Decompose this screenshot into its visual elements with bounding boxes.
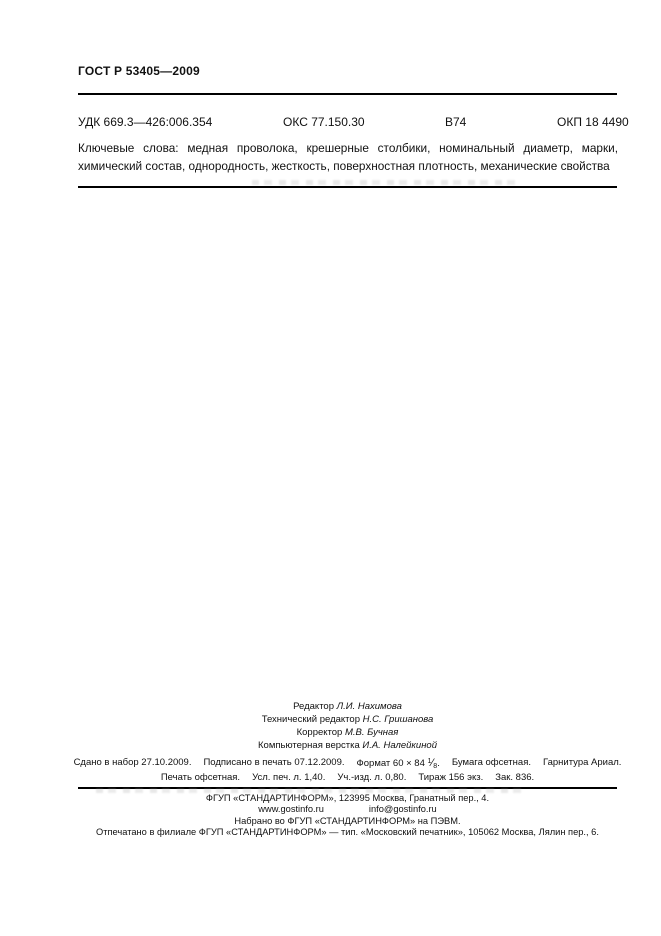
publisher-printed-note: Отпечатано в филиале ФГУП «СТАНДАРТИНФОРМ» — тип. «Московский печатник», 105062 Москва, Лялин пер., 6. [96, 826, 599, 837]
horizontal-rule-top [78, 93, 617, 95]
okp-code: ОКП 18 4490 [557, 115, 629, 129]
print-show-through-artifact [252, 180, 520, 185]
fraction-one-eighth: $^1⁄_8$ [427, 757, 438, 770]
publisher-sheets: Уч.-изд. л. 0,80. [337, 772, 407, 783]
staff-name: И.А. Налейкиной [362, 740, 437, 751]
typeset-date: Сдано в набор 27.10.2009. [73, 757, 192, 768]
staff-line-corrector [78, 726, 617, 739]
staff-line-layout [78, 739, 617, 752]
udk-code: УДК 669.3—426:006.354 [78, 115, 213, 129]
publisher-block [78, 793, 617, 838]
staff-credits-block [78, 700, 617, 752]
staff-name: М.В. Бучная [344, 727, 399, 738]
oks-code: ОКС 77.150.30 [283, 115, 365, 129]
staff-name: Н.С. Гришанова [362, 714, 434, 725]
paper-format: Формат 60 × 84 $^1⁄_8$. [356, 757, 440, 770]
typeface: Гарнитура Ариал. [542, 757, 622, 768]
bbk-code: В74 [445, 115, 467, 129]
publisher-website: www.gostinfo.ru [258, 804, 324, 815]
classification-row [0, 115, 661, 130]
publisher-email: info@gostinfo.ru [368, 804, 437, 815]
printed-sheets: Усл. печ. л. 1,40. [252, 772, 326, 783]
production-info-line-1 [61, 757, 634, 770]
horizontal-rule-middle [78, 186, 617, 188]
keywords-paragraph: Ключевые слова: медная проволока, крешерные столбики, номинальный диаметр, марки, химический состав, однородность, жесткость, поверхностная плотность, механические свойства [78, 141, 618, 173]
staff-role: Компьютерная верстка [258, 740, 360, 751]
publisher-typeset-note: Набрано во ФГУП «СТАНДАРТИНФОРМ» на ПЭВМ. [234, 815, 461, 826]
print-run: Тираж 156 экз. [418, 772, 484, 783]
staff-role: Редактор [293, 701, 335, 712]
staff-name: Л.И. Нахимова [336, 701, 402, 712]
production-info-line-2 [61, 772, 634, 783]
publisher-contacts [78, 804, 617, 815]
print-method: Печать офсетная. [160, 772, 241, 783]
print-date: Подписано в печать 07.12.2009. [203, 757, 345, 768]
staff-line-editor [78, 700, 617, 713]
doc-number: ГОСТ Р 53405—2009 [78, 64, 200, 78]
publisher-address: ФГУП «СТАНДАРТИНФОРМ», 123995 Москва, Гранатный пер., 4. [205, 793, 490, 803]
order-number: Зак. 836. [495, 772, 535, 783]
staff-line-technical-editor [78, 713, 617, 726]
staff-role: Технический редактор [261, 714, 360, 725]
paper-type: Бумага офсетная. [451, 757, 531, 768]
staff-role: Корректор [296, 727, 343, 738]
